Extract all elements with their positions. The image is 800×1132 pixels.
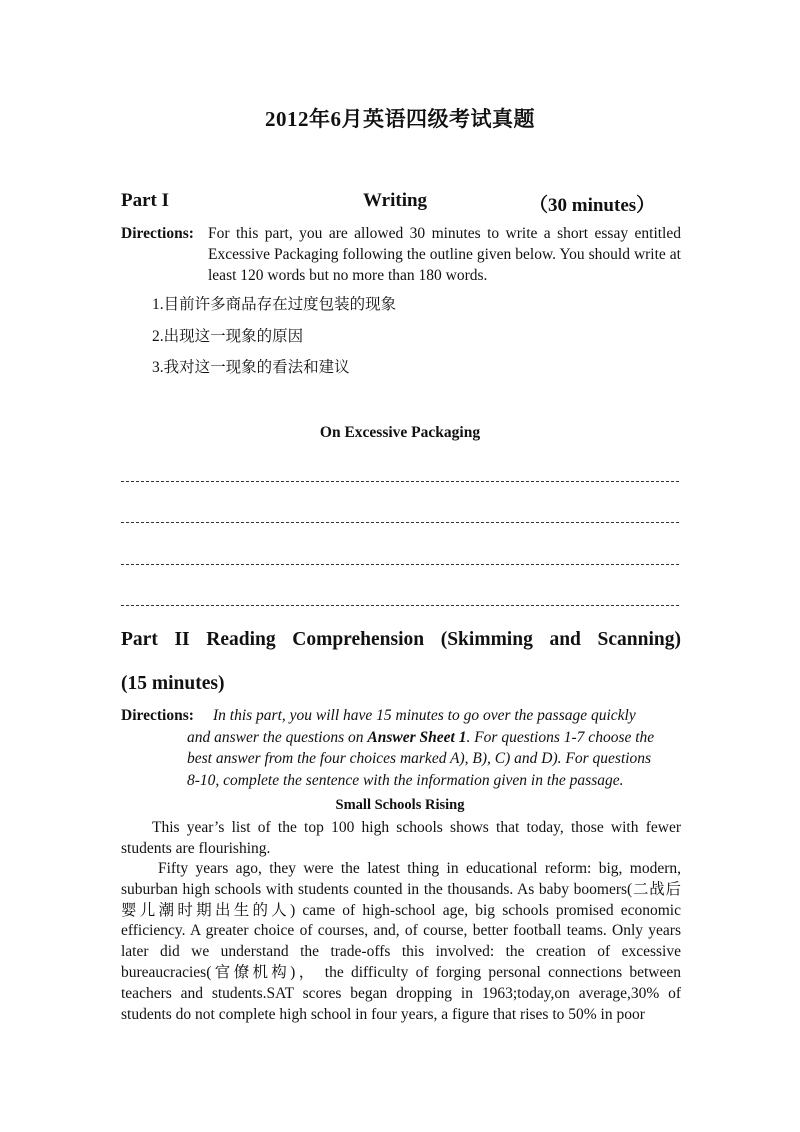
- part2-heading: Part II Reading Comprehension (Skimming and Scanning): [121, 629, 681, 650]
- page-title: 2012年6月英语四级考试真题: [265, 107, 535, 131]
- part1-heading: [121, 190, 681, 216]
- part2-time: (15 minutes): [121, 673, 225, 694]
- passage-paragraph: Fifty years ago, they were the latest thing in educational reform: big, modern, suburban high schools with students counted in the thousands. As baby boomers(二战后婴儿潮时期出生的人) came of high-school age, big schools promised economic efficiency. A greater choice of courses, and, of course, better football teams. Only years later did we understand the trade-offs this involved: the creation of excessive bureaucracies(官僚机构)， the difficulty of forging personal connections between teachers and students.SAT scores began dropping in 1963;today,on average,30% of students do not complete high school in four years, a figure that rises to 50% in poor: [121, 860, 681, 1023]
- answer-line: [121, 522, 679, 523]
- part1-time: （30 minutes）: [529, 195, 656, 216]
- directions-line: 8-10, complete the sentence with the information given in the passage.: [187, 771, 624, 789]
- directions-label: Directions:: [121, 707, 194, 724]
- essay-title: On Excessive Packaging: [319, 424, 481, 441]
- passage-title: Small Schools Rising: [335, 797, 465, 813]
- part1-label: Part I: [121, 190, 170, 211]
- part1-section: Writing: [363, 190, 428, 211]
- directions-segment: . For questions 1-7 choose the: [466, 728, 655, 746]
- directions-label: Directions:: [121, 225, 194, 242]
- answer-line: [121, 564, 679, 565]
- directions-line: In this part, you will have 15 minutes to go over the passage quickly: [213, 707, 636, 724]
- part1-directions: [121, 223, 681, 286]
- answer-sheet-ref: Answer Sheet 1: [367, 728, 467, 746]
- directions-line: [187, 727, 681, 749]
- outline-item: 2.出现这一现象的原因: [152, 328, 304, 345]
- answer-line: [121, 481, 679, 482]
- directions-line: best answer from the four choices marked A), B), C) and D). For questions: [187, 750, 652, 767]
- outline-item: 3.我对这一现象的看法和建议: [152, 359, 350, 376]
- part2-directions: [121, 705, 681, 791]
- outline-item: 1.目前许多商品存在过度包装的现象: [152, 296, 397, 313]
- passage-paragraph: This year’s list of the top 100 high schools shows that today, those with fewer students are flourishing.: [121, 819, 681, 857]
- directions-segment: and answer the questions on: [187, 728, 368, 746]
- answer-line: [121, 605, 679, 606]
- directions-text: For this part, you are allowed 30 minutes to write a short essay entitled Excessive Packaging following the outline given below. You should write at least 120 words but no more than 180 words.: [208, 225, 681, 284]
- directions-text: [187, 705, 681, 791]
